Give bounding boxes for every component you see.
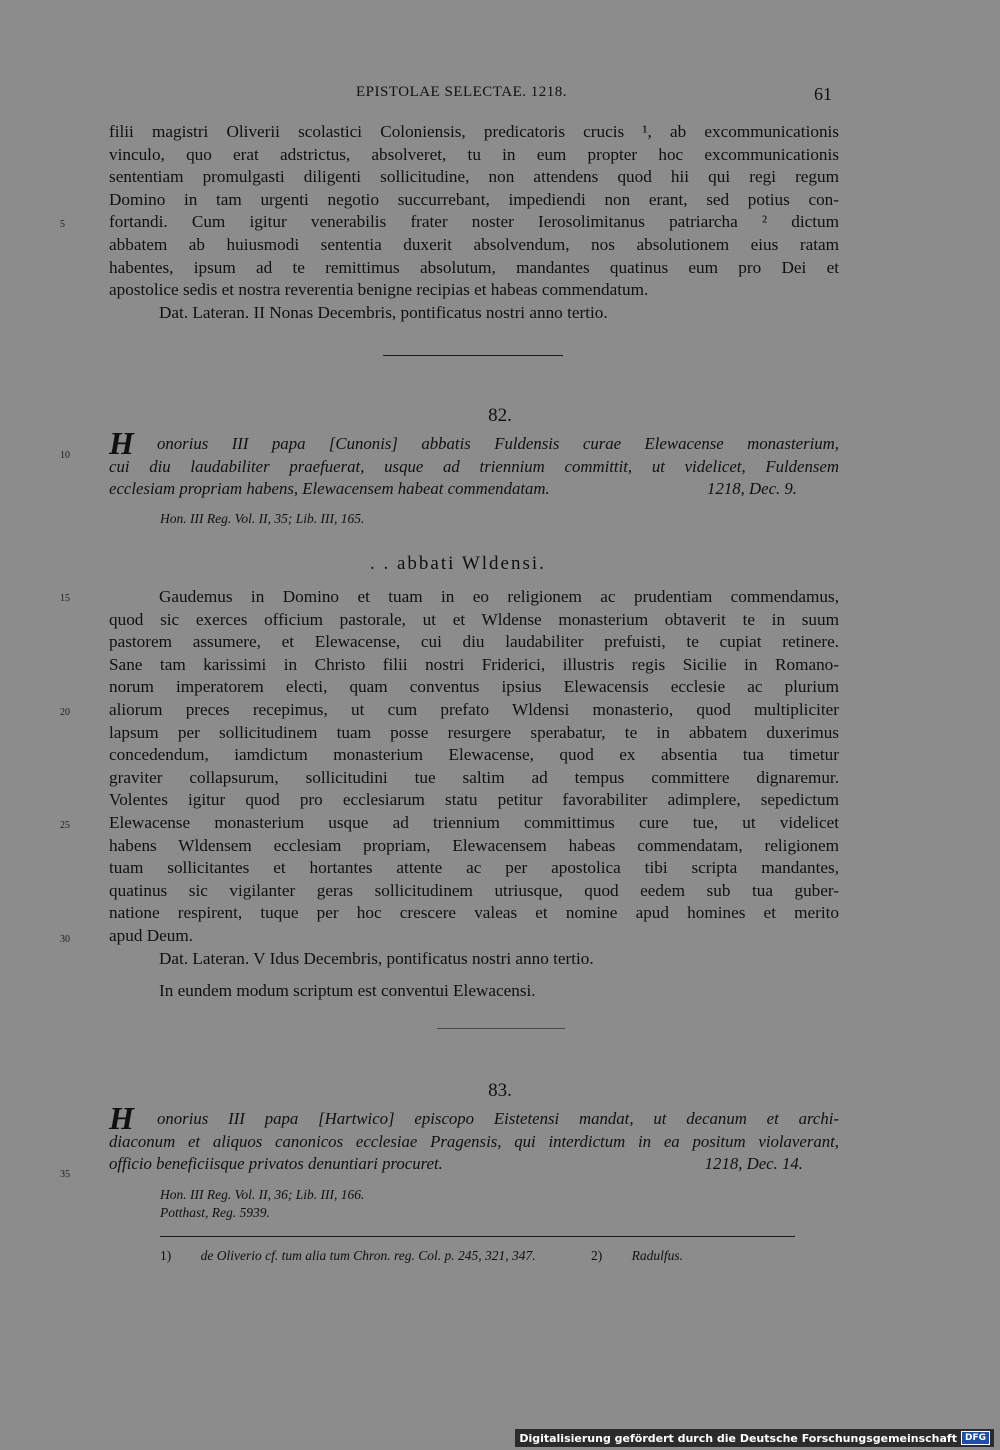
regest-text: ecclesiam propriam habens, Elewacensem habeat commendatam. (109, 479, 550, 499)
source-line: Hon. III Reg. Vol. II, 36; Lib. III, 166. (160, 1187, 365, 1202)
regest-date: 1218, Dec. 14. (704, 1154, 803, 1174)
text-line: Gaudemus in Domino et tuam in eo religionem ac prudentiam commendamus, (159, 587, 839, 606)
text-line: graviter collapsurum, sollicitudini tue saltim ad tempus committere dignaremur. (109, 767, 839, 787)
funding-banner (515, 1429, 994, 1447)
dfg-logo-icon: DFG (961, 1431, 990, 1445)
text-line: apud Deum. (109, 925, 194, 945)
line-number: 25 (60, 820, 70, 831)
footnote-number: 2) (590, 1248, 603, 1263)
separator-rule (383, 355, 563, 356)
line-number: 15 (60, 593, 70, 604)
line-number: 20 (60, 707, 70, 718)
letter-82-text (109, 586, 839, 970)
regest-line (109, 1153, 839, 1176)
regest-line: diaconum et aliquos canonicos ecclesiae Pragensis, qui interdictum in ea positum violaverant, (109, 1131, 839, 1151)
text-line: quatinus sic vigilanter geras sollicitudinem utriusque, quod eedem sub tua guber- (109, 880, 839, 900)
text-line: tuam sollicitantes et hortantes attente ac per apostolica tibi scripta mandantes, (109, 858, 839, 878)
footnote-text: Radulfus. (631, 1248, 683, 1263)
page-number: 61 (814, 84, 832, 104)
footnote-number: 1) (160, 1248, 172, 1263)
postscript-82 (109, 980, 839, 1003)
address-line: . . abbati Wldensi. (370, 553, 546, 574)
footnote-text: de Oliverio cf. tum alia tum Chron. reg. Col. p. 245, 321, 347. (200, 1248, 536, 1263)
letter-81-text (109, 121, 839, 324)
text-line: Volentes igitur quod pro ecclesiarum statu petitur favorabiliter adimplere, sepedictum (109, 790, 839, 810)
text-line: quod sic exerces officium pastorale, ut et Wldense monasterium obtaverit te in suum (109, 609, 839, 629)
text-line: aliorum preces recepimus, ut cum prefato Wldensi monasterio, quod multipliciter (109, 699, 839, 719)
text-line: habentes, ipsum ad te remittimus absolutum, mandantes quatinus eum pro Dei et (109, 257, 839, 277)
regest-line: onorius III papa [Hartwico] episcopo Eistetensi mandat, ut decanum et archi- (157, 1109, 839, 1128)
regest-text: officio beneficiisque privatos denuntiari procuret. (109, 1154, 443, 1174)
line-number: 10 (60, 450, 70, 461)
source-reference (160, 1186, 364, 1222)
drop-initial: H (109, 425, 134, 461)
dating-clause: Dat. Lateran. II Nonas Decembris, pontificatus nostri anno tertio. (159, 302, 608, 322)
separator-rule (437, 1028, 565, 1029)
text-line: abbatem ab huiusmodi sententia duxerit absolvendum, nos absolutionem eius ratam (109, 234, 839, 254)
source-line: Potthast, Reg. 5939. (160, 1205, 270, 1220)
footnote-2 (591, 1248, 709, 1263)
regest-line: onorius III papa [Cunonis] abbatis Fuldensis curae Elewacense monasterium, (157, 434, 839, 453)
text-line: filii magistri Oliverii scolastici Coloniensis, predicatoris crucis ¹, ab excommunicationis (109, 122, 839, 141)
text-line: norum imperatorem electi, quam conventus ipsius Elewacensis ecclesie ac plurium (109, 677, 839, 697)
postscript-line: In eundem modum scriptum est conventui Elewacensi. (159, 981, 536, 1000)
text-line: sententiam promulgasti diligenti sollicitudine, non attendens quod hii qui regi regum (109, 167, 839, 187)
regest-line (109, 478, 839, 501)
line-number: 30 (60, 934, 70, 945)
regest-82 (109, 425, 839, 501)
regest-83 (109, 1100, 839, 1176)
text-line: lapsum per sollicitudinem tuam posse resurgere sperabatur, te in abbatem duxerimus (109, 722, 839, 742)
text-line: habens Wldensem ecclesiam propriam, Elewacensem habeas commendatam, religionem (109, 835, 839, 855)
line-number: 5 (60, 219, 65, 230)
regest-date: 1218, Dec. 9. (707, 479, 797, 499)
regest-line: cui diu laudabiliter praefuerat, usque ad triennium committit, ut videlicet, Fuldensem (109, 456, 839, 476)
text-line: Elewacense monasterium usque ad triennium committimus cure tue, ut videlicet (109, 812, 839, 832)
text-line: vinculo, quo erat adstrictus, absolveret, tu in eum propter hoc excommunicationis (109, 144, 839, 164)
running-head-title: EPISTOLAE SELECTAE. 1218. (356, 84, 568, 100)
text-line: fortandi. Cum igitur venerabilis frater noster Ierosolimitanus patriarcha ² dictum (109, 212, 839, 232)
text-line: apostolice sedis et nostra reverentia benigne recipias et habeas commendatum. (109, 280, 649, 300)
text-line: natione respirent, tuque per hoc crescere valeas et nomine apud homines et merito (109, 903, 839, 923)
funding-text: Digitalisierung gefördert durch die Deutsche Forschungsgemeinschaft (519, 1431, 957, 1445)
line-number: 35 (60, 1169, 70, 1180)
text-line: Sane tam karissimi in Christo filii nostri Friderici, illustris regis Sicilie in Romano- (109, 654, 839, 674)
footnotes (160, 1248, 735, 1264)
document-number-82: 82. (488, 405, 512, 426)
footnote-rule (160, 1236, 795, 1237)
drop-initial: H (109, 1100, 134, 1136)
text-line: Domino in tam urgenti negotio succurrebant, impediendi non erant, sed potius con- (109, 189, 839, 209)
document-number-83: 83. (488, 1080, 512, 1101)
dating-clause: Dat. Lateran. V Idus Decembris, pontificatus nostri anno tertio. (159, 948, 594, 968)
text-line: pastorem assumere, et Elewacense, cui diu laudabiliter prefuisti, te cupiat retinere. (109, 632, 839, 652)
source-reference: Hon. III Reg. Vol. II, 35; Lib. III, 165. (160, 511, 365, 526)
text-line: concedendum, iamdictum monasterium Elewacense, quod ex absentia tua timetur (109, 745, 839, 765)
footnote-1 (160, 1248, 562, 1263)
